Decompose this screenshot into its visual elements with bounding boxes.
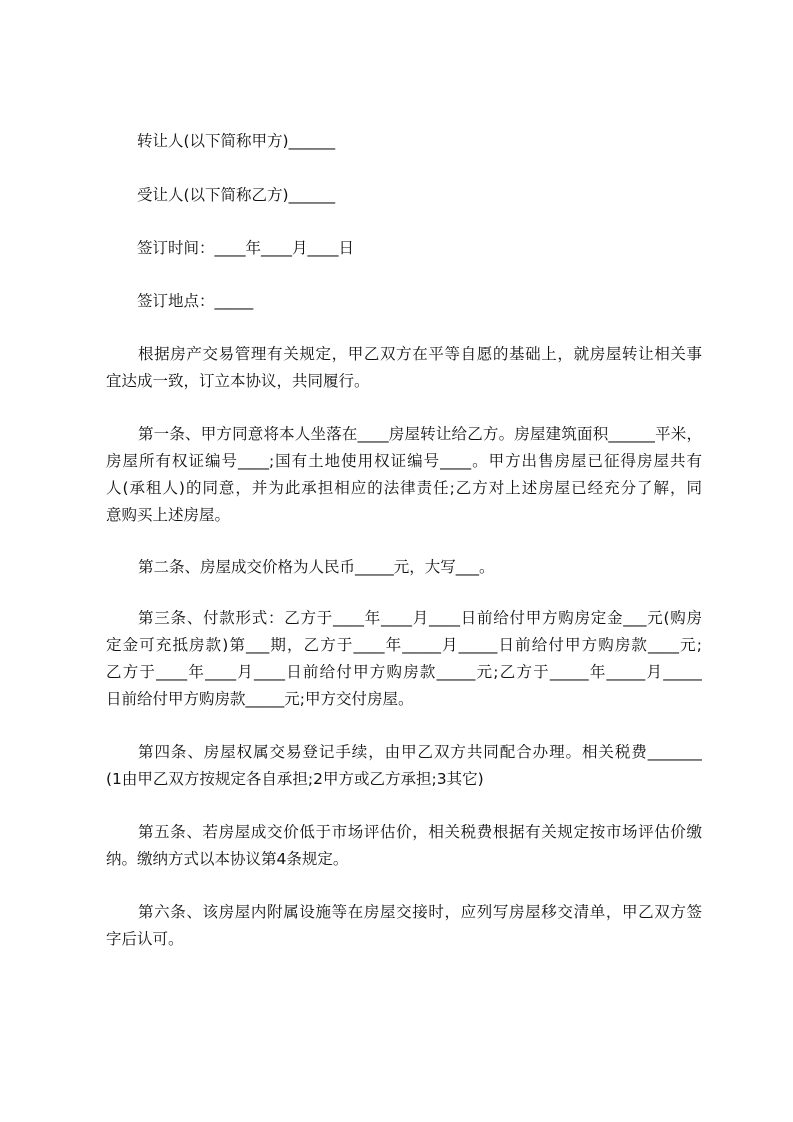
article-1-paragraph (106, 421, 702, 529)
article-2-paragraph (106, 554, 702, 581)
article-5-line-1: 第五条、若房屋成交价低于市场评估价，相关税费根据有关规定按市场评估价缴 (138, 823, 702, 841)
article-3-line-2: 定金可充抵房款)第___期，乙方于____年_____月_____日前给付甲方购房款____元; (106, 636, 702, 654)
article-4-paragraph (106, 739, 702, 793)
article-3-line-4: 日前给付甲方购房款_____元;甲方交付房屋。 (106, 690, 414, 708)
intro-paragraph (106, 341, 702, 395)
article-5-paragraph (106, 819, 702, 873)
sign-time-line: 签订时间：____年____月____日 (137, 239, 355, 257)
article-3-line-1: 第三条、付款形式：乙方于____年____月____日前给付甲方购房定金___元(购房 (138, 609, 702, 627)
article-6-line-2: 字后认可。 (106, 930, 184, 948)
article-4-line-1: 第四条、房屋权属交易登记手续，由甲乙双方共同配合办理。相关税费_______ (138, 743, 702, 761)
article-1-line-1: 第一条、甲方同意将本人坐落在____房屋转让给乙方。房屋建筑面积______平米， (138, 425, 702, 443)
article-6-line-1: 第六条、该房屋内附属设施等在房屋交接时，应列写房屋移交清单，甲乙双方签 (138, 903, 702, 921)
article-6-paragraph (106, 899, 702, 953)
transferor-line: 转让人(以下简称甲方)______ (137, 132, 336, 150)
article-1-line-4: 意购买上述房屋。 (106, 506, 231, 524)
article-3-line-3: 乙方于____年____月____日前给付甲方购房款_____元;乙方于_____年_____月_____ (106, 663, 702, 681)
transferee-line: 受让人(以下简称乙方)______ (137, 186, 336, 204)
article-4-line-2: (1由甲乙双方按规定各自承担;2甲方或乙方承担;3其它) (106, 770, 484, 788)
article-3-paragraph (106, 605, 702, 713)
article-2-line-1: 第二条、房屋成交价格为人民币_____元，大写___。 (138, 558, 495, 576)
sign-place-line: 签订地点：_____ (137, 292, 254, 310)
intro-line-2: 宜达成一致，订立本协议，共同履行。 (106, 372, 370, 390)
intro-line-1: 根据房产交易管理有关规定，甲乙双方在平等自愿的基础上，就房屋转让相关事 (138, 345, 702, 363)
article-5-line-2: 纳。缴纳方式以本协议第4条规定。 (106, 850, 349, 868)
article-1-line-2: 房屋所有权证编号____;国有土地使用权证编号____。甲方出售房屋已征得房屋共有 (106, 452, 702, 470)
article-1-line-3: 人(承租人)的同意，并为此承担相应的法律责任;乙方对上述房屋已经充分了解，同 (106, 479, 702, 497)
